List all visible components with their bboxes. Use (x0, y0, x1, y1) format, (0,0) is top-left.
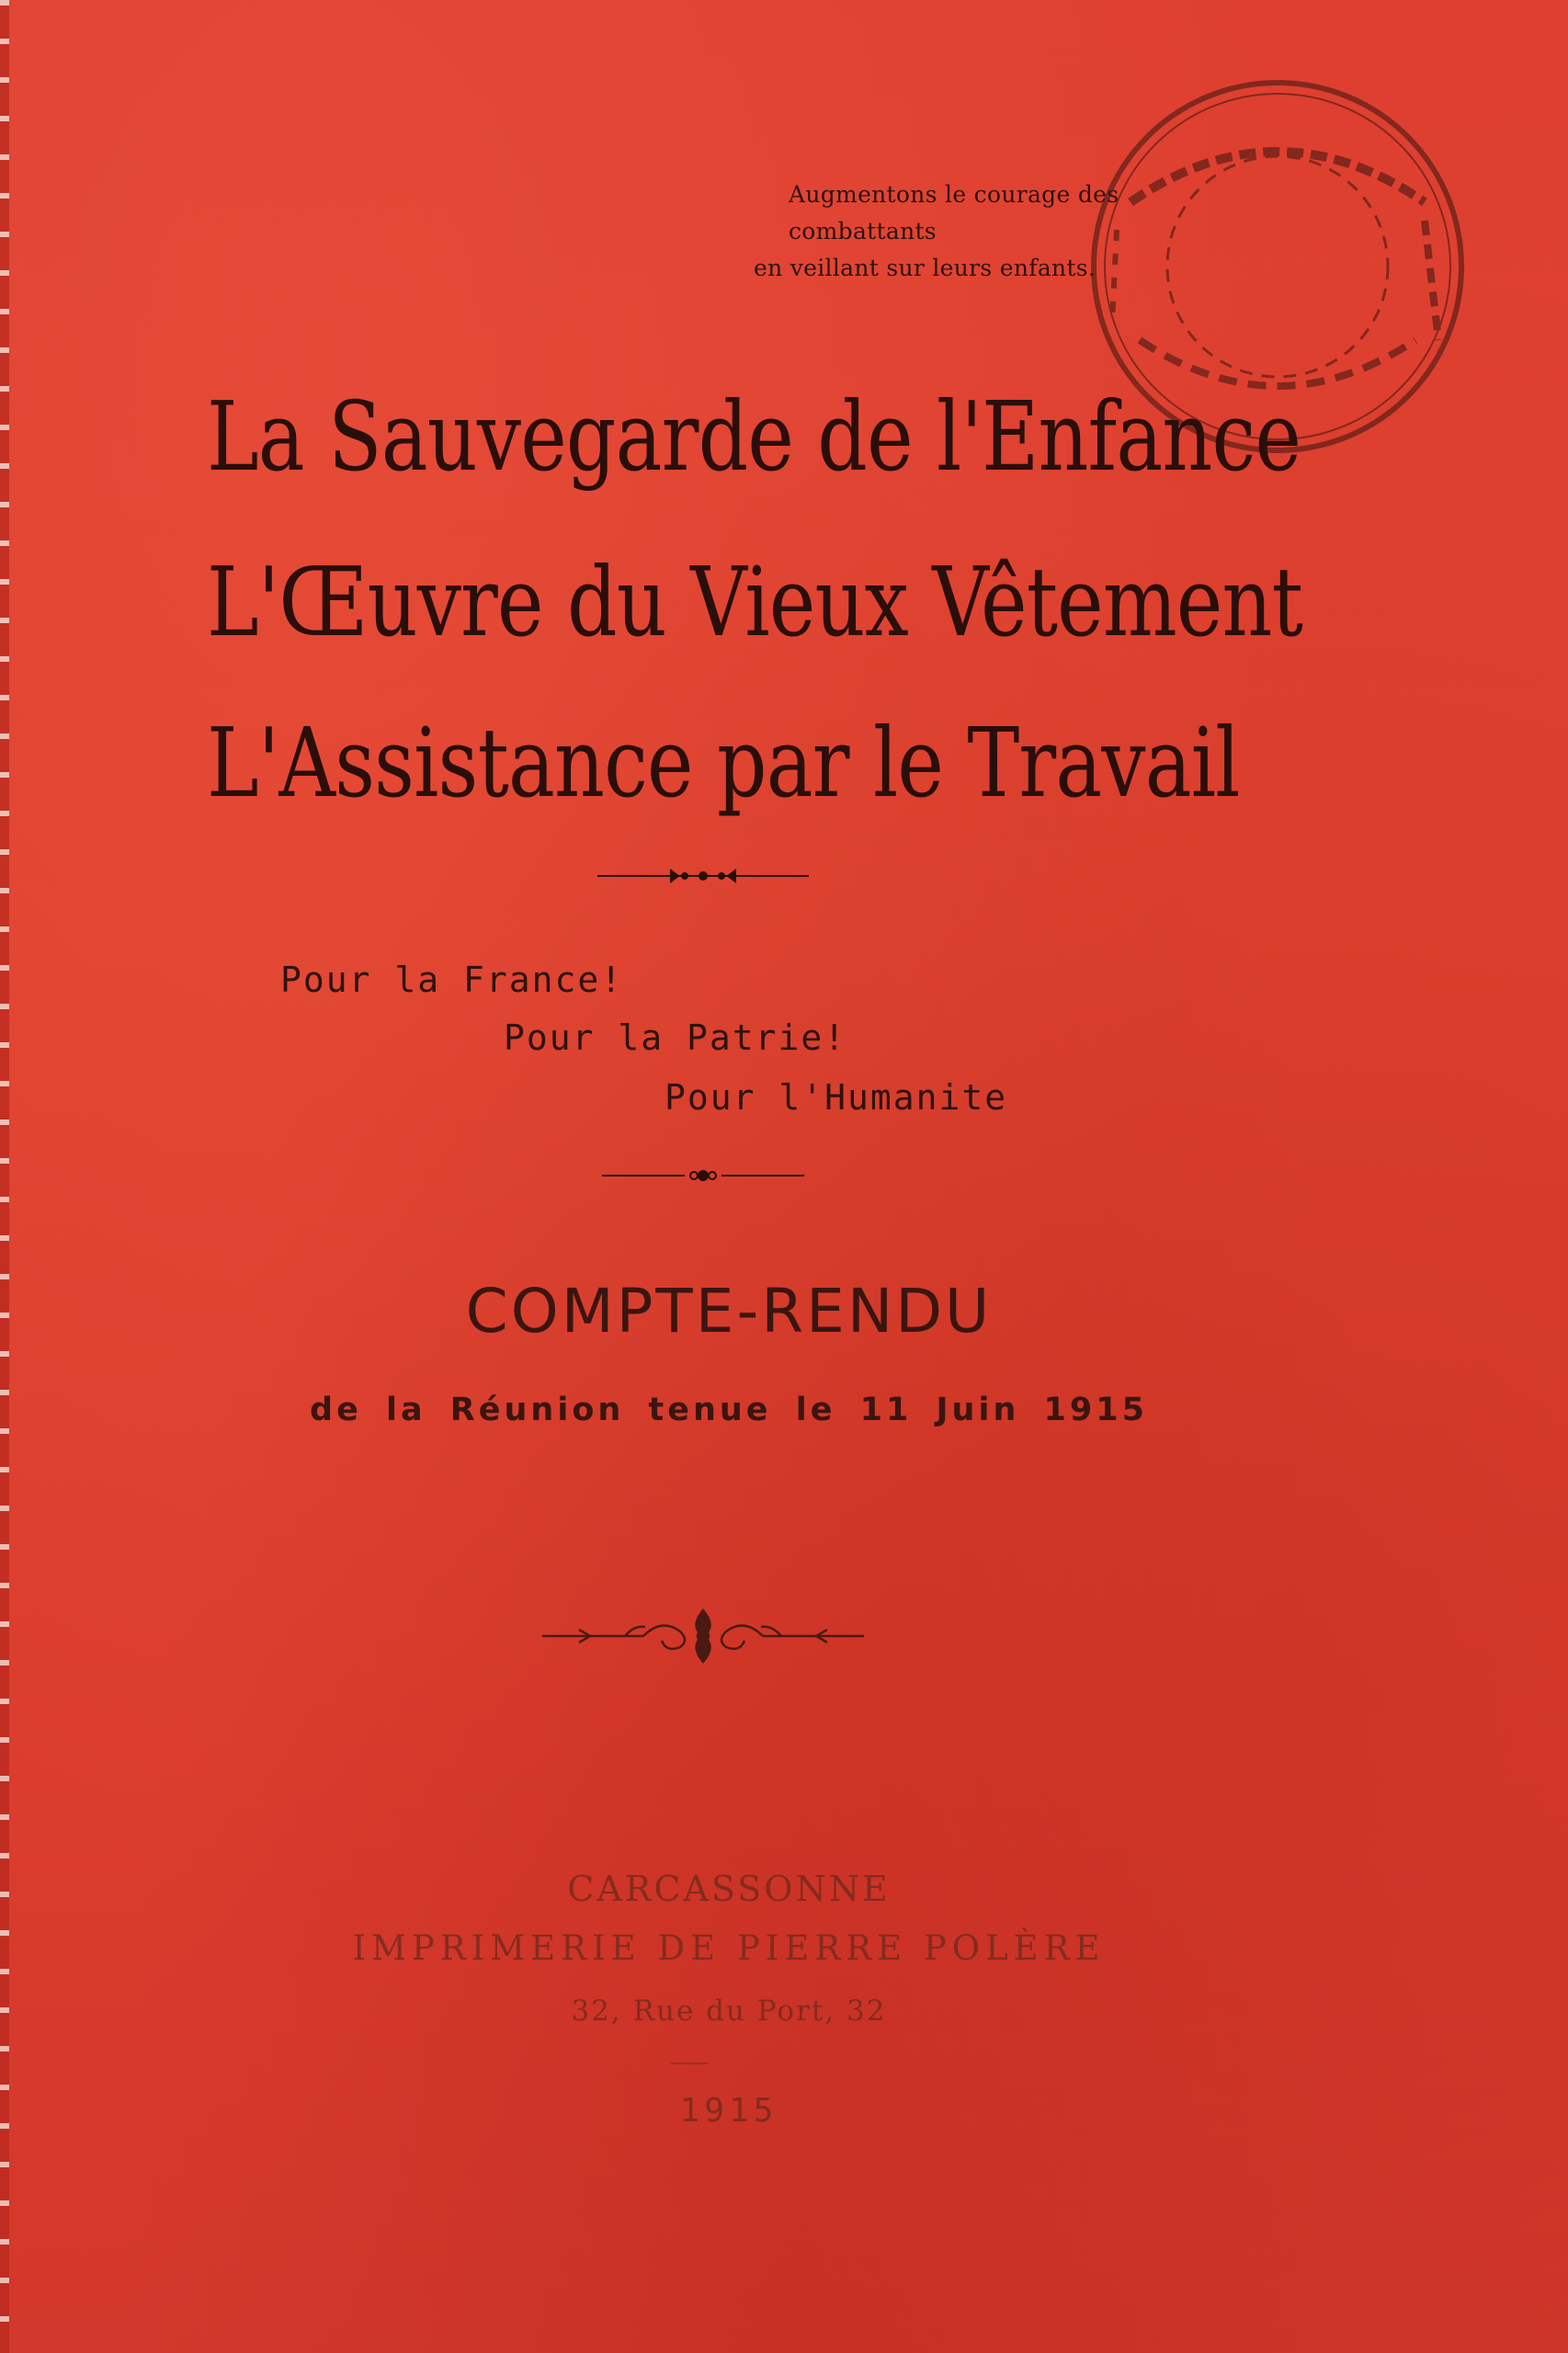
divider-ornament-top (597, 864, 809, 888)
report-title: COMPTE-RENDU (465, 1276, 993, 1347)
slogan-france: Pour la France! (280, 960, 624, 1000)
divider-ornament-middle (602, 1164, 804, 1188)
fleuron-ornament (542, 1599, 864, 1673)
imprint-city: CARCASSONNE (567, 1869, 891, 1909)
slogan-humanite: Pour l'Humanite (665, 1077, 1008, 1118)
title-line-3: L'Assistance par le Travail (207, 707, 1240, 819)
motto-line-2: en veillant sur leurs enfants. (754, 255, 1096, 281)
report-subtitle: de la Réunion tenue le 11 Juin 1915 (310, 1392, 1148, 1428)
motto-line-1: Augmentons le courage des combattants (789, 181, 1119, 244)
year-rule (671, 2063, 708, 2064)
imprint-address: 32, Rue du Port, 32 (571, 1995, 887, 2028)
title-line-1: La Sauvegarde de l'Enfance (207, 381, 1301, 493)
slogan-patrie: Pour la Patrie! (504, 1017, 847, 1058)
imprint-printer: IMPRIMERIE DE PIERRE POLÈRE (352, 1928, 1106, 1968)
imprint-year: 1915 (679, 2092, 778, 2130)
title-line-2: L'Œuvre du Vieux Vêtement (207, 546, 1303, 658)
